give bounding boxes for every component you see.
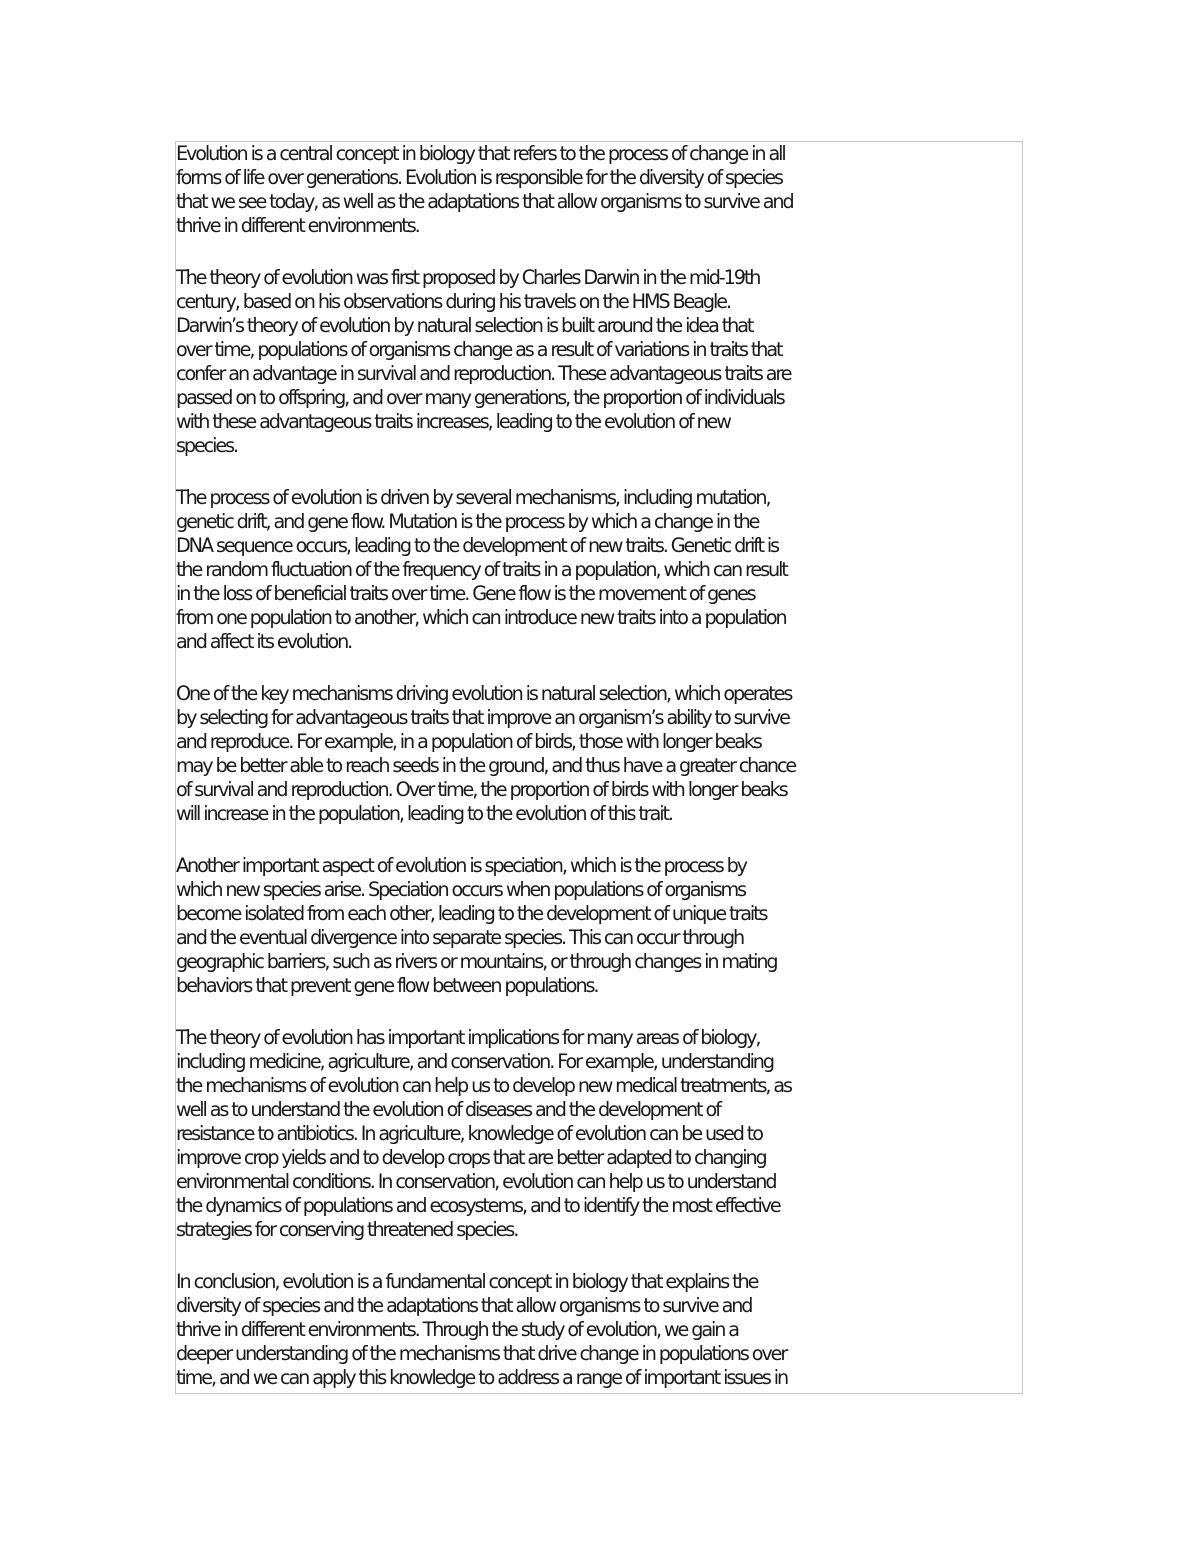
text-line: the random fluctuation of the frequency of traits in a population, which can result [176, 558, 787, 581]
text-line: from one population to another, which can introduce new traits into a population [176, 606, 786, 629]
text-line: which new species arise. Speciation occurs when populations of organisms [176, 878, 746, 901]
paragraph-7 [176, 1270, 1022, 1390]
text-line: century, based on his observations during his travels on the HMS Beagle. [176, 290, 730, 313]
text-line: become isolated from each other, leading to the development of unique traits [176, 902, 767, 925]
text-line: Evolution is a central concept in biology that refers to the process of change in all [176, 142, 785, 165]
text-line: behaviors that prevent gene flow between populations. [176, 974, 598, 997]
text-line: may be better able to reach seeds in the ground, and thus have a greater chance [176, 754, 796, 777]
text-line: The process of evolution is driven by several mechanisms, including mutation, [176, 486, 770, 509]
text-line: over time, populations of organisms change as a result of variations in traits that [176, 338, 782, 361]
text-line: Darwin’s theory of evolution by natural selection is built around the idea that [176, 314, 753, 337]
text-line: resistance to antibiotics. In agriculture, knowledge of evolution can be used to [176, 1122, 762, 1145]
text-line: improve crop yields and to develop crops that are better adapted to changing [176, 1146, 766, 1169]
text-line: passed on to offspring, and over many generations, the proportion of individuals [176, 386, 784, 409]
text-line: Another important aspect of evolution is speciation, which is the process by [176, 854, 746, 877]
text-line: that we see today, as well as the adaptations that allow organisms to survive and [176, 190, 793, 213]
text-line: genetic drift, and gene flow. Mutation is the process by which a change in the [176, 510, 759, 533]
text-line: time, and we can apply this knowledge to address a range of important issues in [176, 1366, 788, 1389]
essay-body [176, 142, 1022, 1390]
paragraph-4 [176, 682, 1022, 826]
text-line: thrive in different environments. Through the study of evolution, we gain a [176, 1318, 738, 1341]
text-line: geographic barriers, such as rivers or mountains, or through changes in mating [176, 950, 777, 973]
text-line: and reproduce. For example, in a population of birds, those with longer beaks [176, 730, 761, 753]
text-line: will increase in the population, leading to the evolution of this trait. [176, 802, 672, 825]
paragraph-6 [176, 1026, 1022, 1242]
text-line: of survival and reproduction. Over time, the proportion of birds with longer beaks [176, 778, 787, 801]
text-line: in the loss of beneficial traits over time. Gene flow is the movement of genes [176, 582, 755, 605]
text-line: and the eventual divergence into separate species. This can occur through [176, 926, 744, 949]
text-line: the mechanisms of evolution can help us to develop new medical treatments, as [176, 1074, 791, 1097]
text-line: confer an advantage in survival and reproduction. These advantageous traits are [176, 362, 791, 385]
text-line: In conclusion, evolution is a fundamental concept in biology that explains the [176, 1270, 758, 1293]
text-line: One of the key mechanisms driving evolution is natural selection, which operates [176, 682, 792, 705]
text-line: including medicine, agriculture, and conservation. For example, understanding [176, 1050, 773, 1073]
paragraph-1 [176, 142, 1022, 238]
paragraph-2 [176, 266, 1022, 458]
text-line: DNA sequence occurs, leading to the development of new traits. Genetic drift is [176, 534, 779, 557]
paragraph-3 [176, 486, 1022, 654]
text-frame [175, 141, 1023, 1394]
text-line: diversity of species and the adaptations that allow organisms to survive and [176, 1294, 752, 1317]
paragraph-5 [176, 854, 1022, 998]
text-line: well as to understand the evolution of diseases and the development of [176, 1098, 720, 1121]
text-line: The theory of evolution was first proposed by Charles Darwin in the mid-19th [176, 266, 760, 289]
text-line: deeper understanding of the mechanisms that drive change in populations over [176, 1342, 787, 1365]
text-line: species. [176, 434, 237, 457]
text-line: by selecting for advantageous traits that improve an organism’s ability to survive [176, 706, 789, 729]
text-line: the dynamics of populations and ecosystems, and to identify the most effective [176, 1194, 780, 1217]
text-line: thrive in different environments. [176, 214, 419, 237]
text-line: environmental conditions. In conservation, evolution can help us to understand [176, 1170, 776, 1193]
text-line: forms of life over generations. Evolution is responsible for the diversity of species [176, 166, 782, 189]
text-line: The theory of evolution has important implications for many areas of biology, [176, 1026, 760, 1049]
text-line: with these advantageous traits increases, leading to the evolution of new [176, 410, 730, 433]
text-line: strategies for conserving threatened species. [176, 1218, 518, 1241]
text-line: and affect its evolution. [176, 630, 352, 653]
